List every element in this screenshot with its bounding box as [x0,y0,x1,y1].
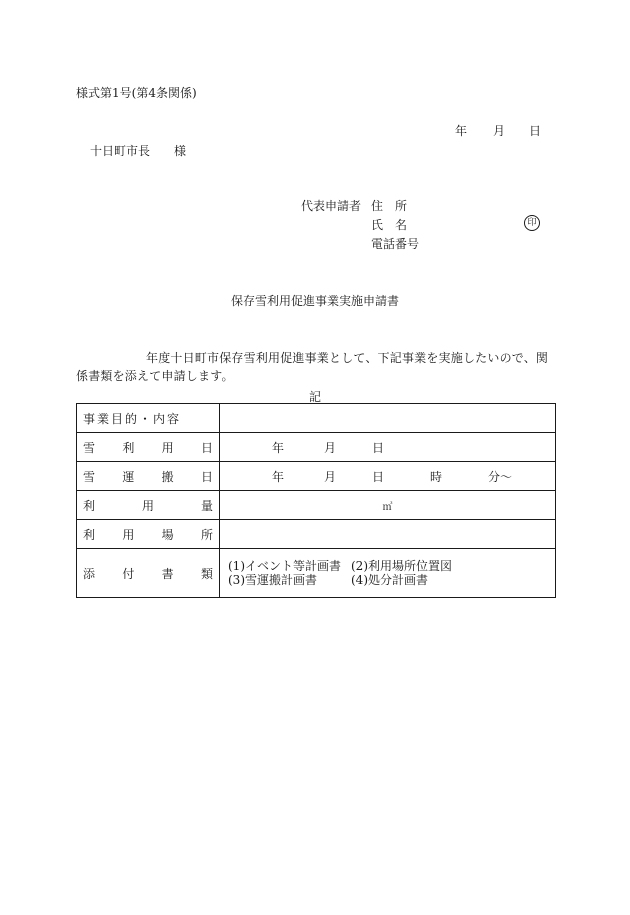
application-table [76,403,556,598]
transport-date-parts [220,468,555,485]
body-text: 年度十日町市保存雪利用促進事業として、下記事業を実施したいので、関係書類を添えて申請します。 [76,351,549,383]
label-char: 所 [200,527,213,542]
row-label-place [77,520,220,549]
date-line [455,122,541,139]
label-char: 日 [200,469,213,484]
label-text [83,497,213,514]
label-char: 搬 [161,469,174,484]
purpose-field[interactable] [220,404,556,433]
label-text: 事業目的・内容 [83,411,182,426]
attachment-item: (1)イベント等計画書 [228,559,341,573]
table-row [77,520,556,549]
label-char: 用 [141,498,154,513]
table-row [77,491,556,520]
addressee: 十日町市長 様 [90,144,187,158]
label-text [83,565,213,582]
label-char: 雪 [83,440,96,455]
day-unit: 日 [372,469,385,484]
use-date-field[interactable] [220,433,556,462]
row-label-transport-date [77,462,220,491]
amount-field[interactable] [220,491,556,520]
label-char: 書 [161,566,174,581]
label-char: 場 [161,527,174,542]
table-row [77,462,556,491]
month-unit: 月 [324,440,337,455]
seal-mark: 印 [524,215,540,231]
year-unit: 年 [272,469,285,484]
ki-heading: 記 [308,390,321,404]
minute-unit: 分～ [488,469,513,484]
attachment-item: (4)処分計画書 [351,573,428,587]
label-char: 日 [200,440,213,455]
label-char: 運 [122,469,135,484]
phone-label: 電話番号 [371,237,420,251]
date-day: 日 [529,124,542,138]
form-number: 様式第1号(第4条関係) [76,86,197,100]
applicant-block [301,197,419,254]
date-month: 月 [493,124,506,138]
place-field[interactable] [220,520,556,549]
attachments-list [220,559,555,587]
year-unit: 年 [272,440,285,455]
table-row [77,433,556,462]
label-char: 類 [200,566,213,581]
hour-unit: 時 [430,469,443,484]
row-label-use-date [77,433,220,462]
label-char: 利 [83,498,96,513]
label-char: 用 [161,440,174,455]
label-text [83,526,213,543]
label-char: 利 [122,440,135,455]
label-char: 付 [122,566,135,581]
address-label: 住 所 [371,199,408,213]
cubic-meter-unit: ㎥ [382,501,393,513]
table-row [77,404,556,433]
month-unit: 月 [324,469,337,484]
use-date-parts [220,439,555,456]
label-char: 添 [83,566,96,581]
attachments-field [220,549,556,598]
table-row [77,549,556,598]
row-label-amount [77,491,220,520]
transport-date-field[interactable] [220,462,556,491]
row-label-purpose [77,404,220,433]
day-unit: 日 [372,440,385,455]
attachment-item: (2)利用場所位置図 [351,559,452,573]
date-year: 年 [455,124,468,138]
label-char: 雪 [83,469,96,484]
name-label: 氏 名 [371,218,408,232]
row-label-attachments [77,549,220,598]
label-text [83,439,213,456]
label-char: 量 [200,498,213,513]
applicant-role: 代表申請者 [301,199,362,213]
label-text [83,468,213,485]
document-title: 保存雪利用促進事業実施申請書 [230,294,399,308]
label-char: 利 [83,527,96,542]
attachment-item: (3)雪運搬計画書 [228,573,317,587]
label-char: 用 [122,527,135,542]
